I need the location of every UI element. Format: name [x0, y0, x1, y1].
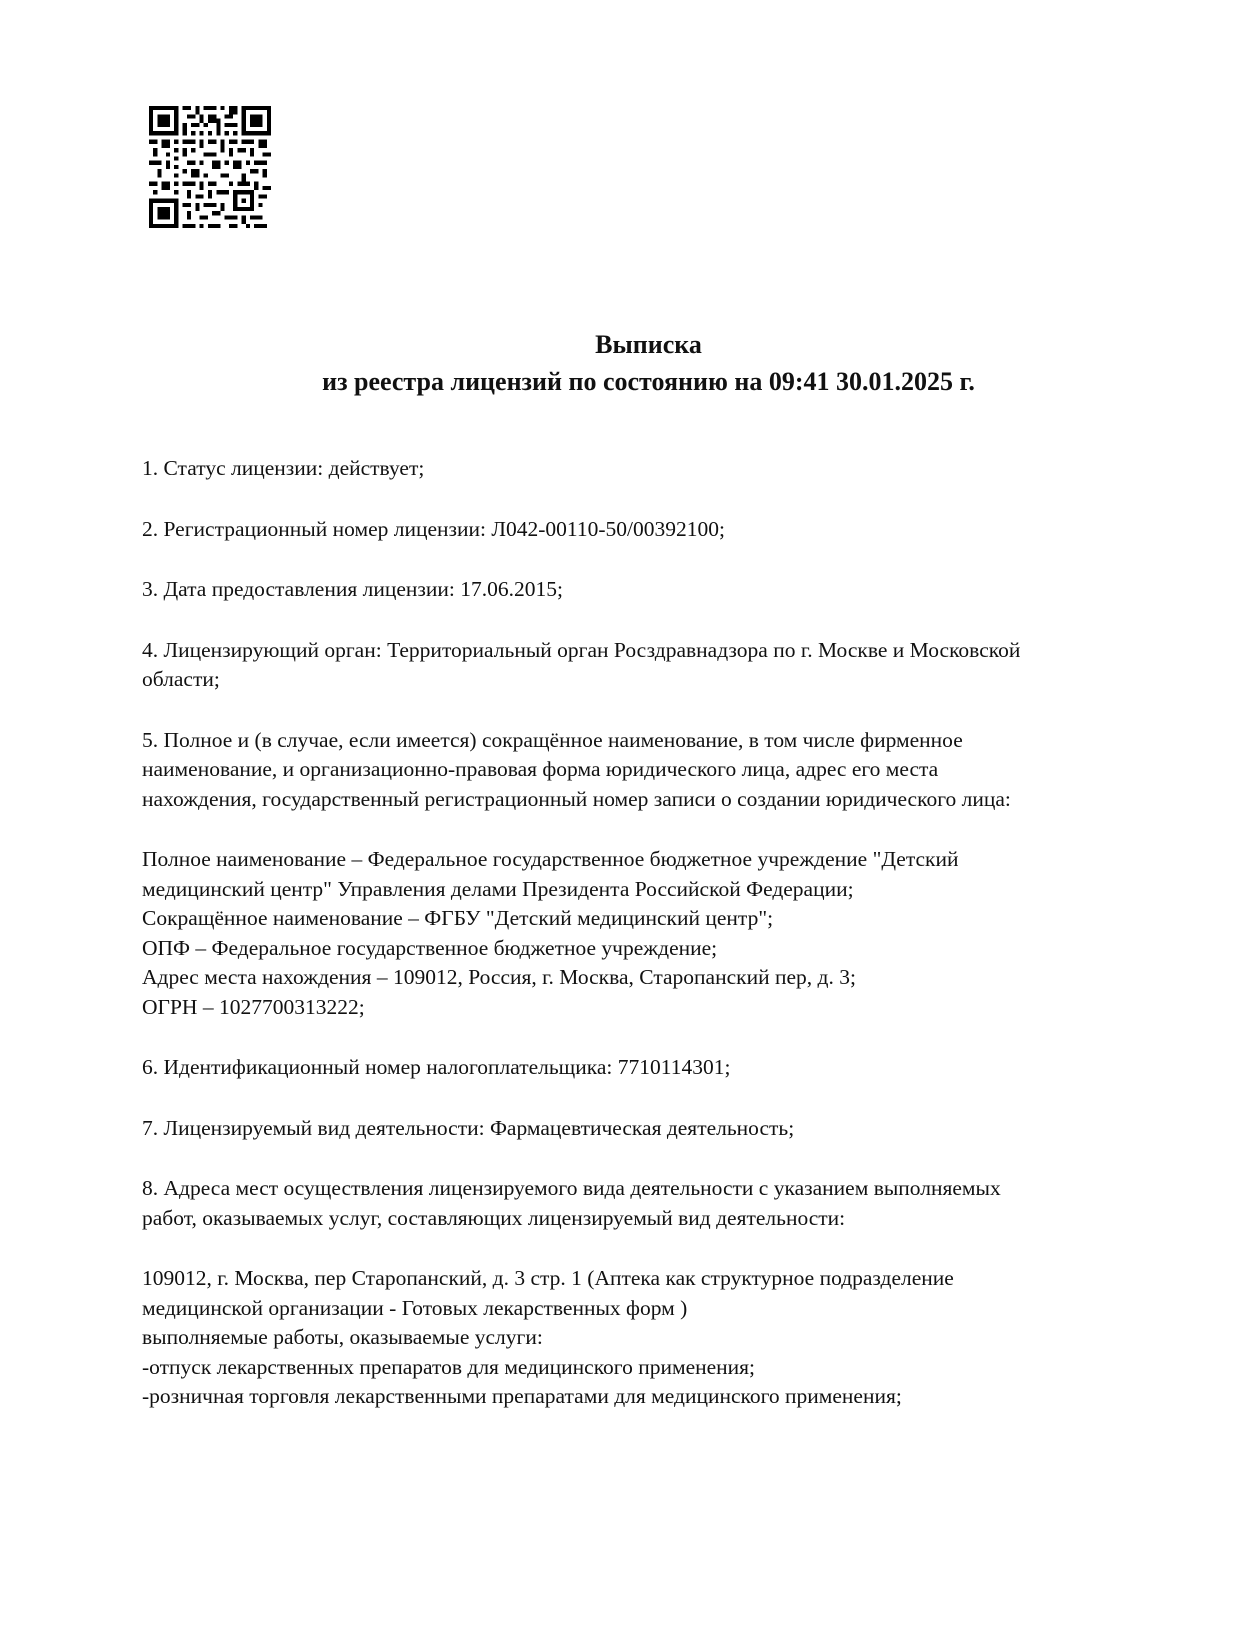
item-4-line: области; — [142, 667, 220, 691]
item-8-line: 8. Адреса мест осуществления лицензируемого вида деятельности с указанием выполняемых — [142, 1176, 1001, 1200]
org-line: ОГРН – 1027700313222; — [142, 994, 365, 1019]
org-line: Сокращённое наименование – ФГБУ "Детский медицинский центр"; — [142, 906, 774, 930]
address-line: медицинской организации - Готовых лекарственных форм ) — [142, 1295, 688, 1320]
document-title — [0, 326, 1239, 400]
address-line: -отпуск лекарственных препаратов для медицинского применения; — [142, 1354, 756, 1379]
item-tax-id — [142, 1053, 1142, 1083]
address-line: выполняемые работы, оказываемые услуги: — [142, 1325, 543, 1349]
item-activity-addresses — [142, 1174, 1142, 1233]
org-line: медицинский центр" Управления делами Президента Российской Федерации; — [142, 876, 854, 901]
item-5-line: наименование, и организационно-правовая форма юридического лица, адрес его места — [142, 757, 939, 781]
document-body — [142, 454, 1142, 1443]
item-activity-type — [142, 1114, 1142, 1144]
item-3-text: 3. Дата предоставления лицензии: 17.06.2015; — [142, 577, 563, 601]
item-7-text: 7. Лицензируемый вид деятельности: Фармацевтическая деятельность; — [142, 1115, 795, 1140]
item-5-line: 5. Полное и (в случае, если имеется) сокращённое наименование, в том числе фирменное — [142, 727, 963, 752]
item-registration-number — [142, 515, 1142, 545]
organization-details — [142, 845, 1142, 1022]
address-details — [142, 1264, 1142, 1412]
item-legal-entity — [142, 726, 1142, 815]
item-1-text: 1. Статус лицензии: действует; — [142, 456, 425, 480]
item-2-text: 2. Регистрационный номер лицензии: Л042-00110-50/00392100; — [142, 516, 725, 541]
item-6-text: 6. Идентификационный номер налогоплательщика: 7710114301; — [142, 1055, 731, 1079]
item-8-line: работ, оказываемых услуг, составляющих лицензируемый вид деятельности: — [142, 1205, 846, 1230]
item-5-line: нахождения, государственный регистрационный номер записи о создании юридического лица: — [142, 786, 1011, 811]
org-line: ОПФ – Федеральное государственное бюджетное учреждение; — [142, 935, 718, 960]
address-line: 109012, г. Москва, пер Старопанский, д. 3 стр. 1 (Аптека как структурное подразделение — [142, 1266, 954, 1290]
item-issue-date — [142, 575, 1142, 605]
org-line: Полное наименование – Федеральное государственное бюджетное учреждение "Детский — [142, 847, 959, 871]
title-main: Выписка — [595, 330, 702, 359]
item-licensing-authority — [142, 636, 1142, 695]
item-4-line: 4. Лицензирующий орган: Территориальный орган Росздравнадзора по г. Москве и Московской — [142, 637, 1021, 662]
address-line: -розничная торговля лекарственными препаратами для медицинского применения; — [142, 1384, 902, 1408]
title-subtitle: из реестра лицензий по состоянию на 09:41 30.01.2025 г. — [322, 367, 975, 396]
org-line: Адрес места нахождения – 109012, Россия, г. Москва, Старопанский пер, д. 3; — [142, 965, 856, 989]
qr-code-icon — [149, 106, 271, 228]
item-license-status — [142, 454, 1142, 484]
